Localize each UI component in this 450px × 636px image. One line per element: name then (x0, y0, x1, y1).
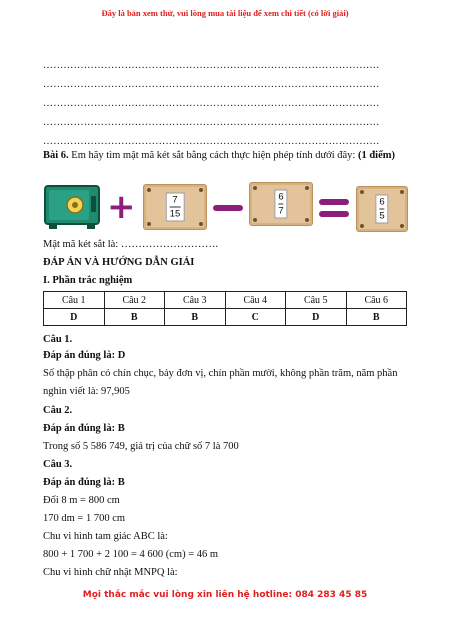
table-header-cell: Câu 5 (286, 292, 347, 309)
answers-title: ĐÁP ÁN VÀ HƯỚNG DẪN GIẢI (43, 257, 195, 268)
table-header-row (44, 292, 407, 309)
table-header-cell: Câu 2 (104, 292, 165, 309)
exercise-6-prompt (43, 150, 407, 161)
fraction (166, 193, 185, 222)
question-title: Câu 3. (43, 459, 73, 470)
table-header-cell: Câu 6 (346, 292, 407, 309)
fraction-numerator: 7 (172, 194, 178, 206)
table-header-cell: Câu 4 (225, 292, 286, 309)
table-cell: B (346, 309, 407, 326)
solution-text: nghìn viết là: 97,905 (43, 386, 130, 397)
solution-text: 800 + 1 700 + 2 100 = 4 600 (cm) = 46 m (43, 549, 219, 560)
answer-dotted-line: ……………………………………………………………………………………… (43, 98, 380, 109)
solution-text: Trong số 5 586 749, giá trị của chữ số 7 là 700 (43, 441, 239, 452)
exercise-6-points: (1 điểm) (357, 150, 395, 161)
table-cell: B (165, 309, 226, 326)
fraction-numerator: 6 (379, 196, 385, 208)
question-title: Câu 1. (43, 334, 73, 345)
solution-text: Đổi 8 m = 800 cm (43, 495, 120, 506)
answer-table (43, 291, 407, 326)
fraction (375, 195, 388, 224)
fraction (274, 190, 287, 219)
fraction-numerator: 6 (278, 191, 284, 203)
table-cell: D (44, 309, 105, 326)
fraction-denominator: 7 (278, 205, 284, 217)
solution-text: Chu vi hình tam giác ABC là: (43, 531, 168, 542)
safe-code-puzzle (43, 182, 408, 234)
answer-dotted-line: ……………………………………………………………………………………… (43, 79, 380, 90)
minus-icon (213, 205, 243, 211)
exercise-6-label: Bài 6. (43, 150, 69, 161)
answer-dotted-line: ……………………………………………………………………………………… (43, 60, 380, 71)
table-header-cell: Câu 1 (44, 292, 105, 309)
equals-icon (319, 199, 349, 217)
password-line: Mật mã két sắt là: ………………………. (43, 239, 218, 250)
fraction-denominator: 5 (379, 210, 385, 222)
answer-dotted-line: ……………………………………………………………………………………… (43, 117, 380, 128)
safe-icon (43, 184, 101, 230)
solution-text: 170 dm = 1 700 cm (43, 513, 126, 524)
hotline-footer: Mọi thắc mắc vui lòng xin liên hệ hotline: 084 283 45 85 (82, 590, 368, 600)
preview-notice: Đây là bản xem thử, vui lòng mua tài liệu để xem chi tiết (có lời giải) (101, 8, 349, 18)
fraction-denominator: 15 (169, 208, 181, 220)
section-title: I. Phần trắc nghiệm (43, 275, 133, 286)
answer-dotted-line: ……………………………………………………………………………………… (43, 136, 380, 147)
table-row (44, 309, 407, 326)
exercise-6-text: Em hãy tìm mật mã két sắt bằng cách thực hiện phép tính dưới đây: (68, 150, 358, 161)
correct-answer: Đáp án đúng là: B (43, 423, 125, 434)
solution-text: Số thập phân có chín chục, bảy đơn vị, chín phần mười, không phần trăm, năm phần (43, 368, 398, 379)
fraction-plank (249, 182, 313, 226)
plus-icon: + (107, 187, 136, 227)
table-header-cell: Câu 3 (165, 292, 226, 309)
question-title: Câu 2. (43, 405, 73, 416)
fraction-plank (356, 186, 408, 232)
solution-text: Chu vi hình chữ nhật MNPQ là: (43, 567, 178, 578)
correct-answer: Đáp án đúng là: D (43, 350, 126, 361)
table-cell: D (286, 309, 347, 326)
fraction-plank (143, 184, 207, 230)
table-cell: B (104, 309, 165, 326)
correct-answer: Đáp án đúng là: B (43, 477, 125, 488)
table-cell: C (225, 309, 286, 326)
